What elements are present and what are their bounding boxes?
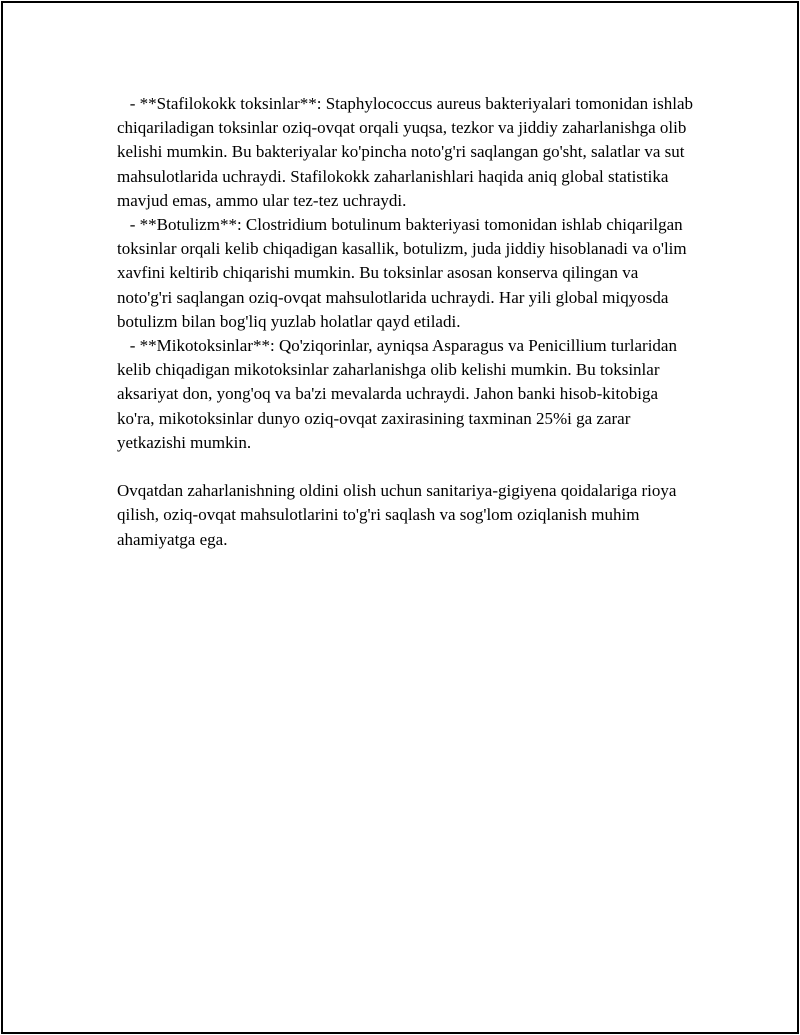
document-body: [117, 92, 697, 552]
bullet-staphylococcus: - **Stafilokokk toksinlar**: Staphylococcus aureus bakteriyalari tomonidan ishlab chiqariladigan toksinlar oziq-ovqat orqali yuqsa, tezkor va jiddiy zaharlanishga olib kelishi mumkin. Bu bakteriyalar ko'pincha noto'g'ri saqlangan go'sht, salatlar va sut mahsulotlarida uchraydi. Stafilokokk zaharlanishlari haqida aniq global statistika mavjud emas, ammo ular tez-tez uchraydi.: [117, 94, 698, 210]
paragraph-spacer: [117, 455, 697, 479]
bullet-botulism: - **Botulizm**: Clostridium botulinum bakteriyasi tomonidan ishlab chiqarilgan toksinlar orqali kelib chiqadigan kasallik, botulizm, juda jiddiy hisoblanadi va o'lim xavfini keltirib chiqarishi mumkin. Bu toksinlar asosan konserva qilingan va noto'g'ri saqlangan oziq-ovqat mahsulotlarida uchraydi. Har yili global miqyosda botulizm bilan bog'liq yuzlab holatlar qayd etiladi.: [117, 215, 691, 331]
conclusion-paragraph: Ovqatdan zaharlanishning oldini olish uchun sanitariya-gigiyena qoidalariga rioya qilish, oziq-ovqat mahsulotlarini to'g'ri saqlash va sog'lom oziqlanish muhim ahamiyatga ega.: [117, 481, 681, 549]
bullet-mycotoxins: - **Mikotoksinlar**: Qo'ziqorinlar, ayniqsa Asparagus va Penicillium turlaridan kelib chiqadigan mikotoksinlar zaharlanishga olib kelishi mumkin. Bu toksinlar aksariyat don, yong'oq va ba'zi mevalarda uchraydi. Jahon banki hisob-kitobiga ko'ra, mikotoksinlar dunyo oziq-ovqat zaxirasining taxminan 25%i ga zarar yetkazishi mumkin.: [117, 336, 682, 452]
